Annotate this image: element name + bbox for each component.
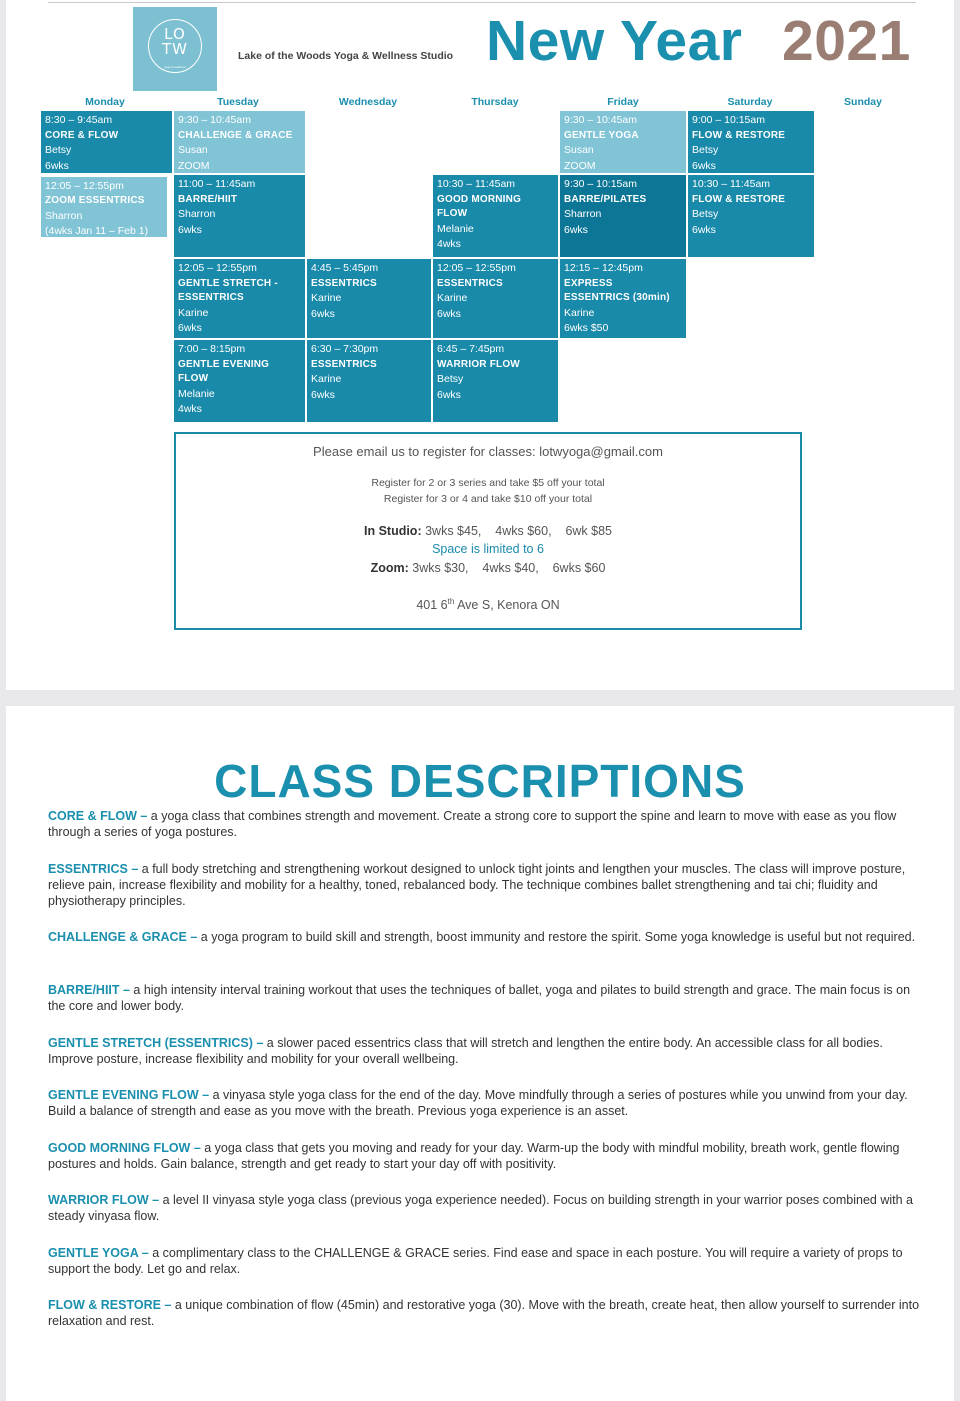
class-teacher: Karine — [564, 306, 595, 319]
class-name: ESSENTRICS — [311, 358, 377, 370]
class-teacher: Karine — [178, 306, 209, 319]
class-duration: 6wks — [692, 159, 716, 172]
class-duration: 6wks — [437, 388, 461, 401]
class-teacher: Betsy — [45, 144, 72, 156]
description-text: a complimentary class to the CHALLENGE & GRACE series. Find ease and space in each posture. You will require a variety of props to support the body. Let go and relax. — [48, 1246, 903, 1276]
class-card-tuesday-gentle-stretch — [173, 258, 306, 339]
class-time: 9:30 – 10:15am — [564, 178, 637, 190]
class-card-thursday-essentrics — [432, 258, 559, 339]
class-card-friday-barre-pilates — [559, 174, 687, 258]
zoom-prices-line — [176, 561, 800, 575]
studio-address — [176, 597, 800, 612]
class-duration: 6wks — [437, 307, 461, 320]
class-name: CORE & FLOW — [45, 129, 119, 141]
description-name: GENTLE STRETCH (ESSENTRICS) – — [48, 1036, 264, 1050]
class-teacher: Susan — [564, 144, 594, 156]
class-name-line2: ESSENTRICS — [178, 292, 244, 303]
class-teacher: Melanie — [178, 387, 215, 400]
class-name: EXPRESS — [564, 277, 613, 289]
class-card-wednesday-essentrics-2 — [306, 339, 432, 423]
class-card-friday-gentle-yoga — [559, 110, 687, 174]
class-teacher: Karine — [437, 292, 468, 304]
description-warrior-flow — [48, 1192, 920, 1224]
studio-prices-line — [176, 524, 800, 538]
zoom-prices: 3wks $30, 4wks $40, 6wks $60 — [412, 561, 606, 575]
class-duration: 6wks — [311, 388, 335, 401]
description-name: CHALLENGE & GRACE – — [48, 930, 198, 944]
day-header-wednesday: Wednesday — [338, 96, 398, 108]
class-time: 7:00 – 8:15pm — [178, 343, 246, 355]
class-name: CHALLENGE & GRACE — [178, 129, 293, 141]
class-card-tuesday-challenge-grace — [173, 110, 306, 174]
class-time: 6:30 – 7:30pm — [311, 343, 379, 355]
class-time: 4:45 – 5:45pm — [311, 262, 379, 274]
zoom-prices-label: Zoom: — [370, 561, 409, 575]
class-time: 12:05 – 12:55pm — [178, 262, 257, 274]
class-name: ZOOM ESSENTRICS — [45, 195, 145, 206]
class-duration: 6wks — [311, 307, 335, 320]
description-name: GOOD MORNING FLOW – — [48, 1141, 201, 1155]
description-name: CORE & FLOW – — [48, 809, 148, 823]
class-name-line2: ESSENTRICS (30min) — [564, 292, 670, 303]
class-teacher: Sharron — [45, 209, 83, 222]
class-card-tuesday-barre-hiit — [173, 174, 306, 258]
studio-prices-label: In Studio: — [363, 524, 422, 538]
description-name: BARRE/HIIT – — [48, 983, 130, 997]
description-gentle-evening-flow — [48, 1087, 920, 1119]
studio-prices: 3wks $45, 4wks $60, 6wk $85 — [425, 524, 612, 538]
register-email-line: Please email us to register for classes: lotwyoga@gmail.com — [313, 444, 663, 459]
class-card-tuesday-gentle-evening-flow — [173, 339, 306, 423]
description-text: a yoga class that combines strength and movement. Create a strong core to support the spine and learn to move with ease as you flow through a series of yoga postures. — [48, 809, 897, 839]
class-time: 12:05 – 12:55pm — [45, 180, 124, 192]
class-duration: 6wks $50 — [564, 322, 609, 334]
description-name: GENTLE YOGA – — [48, 1246, 149, 1260]
class-duration: ZOOM — [178, 159, 210, 172]
class-time: 9:30 – 10:45am — [564, 114, 637, 126]
class-teacher: Susan — [178, 144, 208, 156]
description-text: a vinyasa style yoga class for the end of the day. Move mindfully through a series of postures while you unwind from your day. Build a balance of strength and ease as you move with the breath. Previous yoga experience is an asset. — [48, 1088, 908, 1118]
address-superscript: th — [447, 597, 455, 606]
description-text: a high intensity interval training workout that uses the techniques of ballet, yoga and pilates to build strength and grace. The main focus is on the core and lower body. — [48, 983, 911, 1013]
class-teacher: Karine — [311, 373, 342, 385]
page-title-year: 2021 — [782, 9, 911, 73]
class-time: 12:05 – 12:55pm — [437, 262, 516, 274]
class-name: GENTLE YOGA — [564, 129, 639, 141]
class-name-line2: FLOW — [437, 208, 468, 219]
class-card-thursday-warrior-flow — [432, 339, 559, 423]
class-name: ESSENTRICS — [311, 277, 377, 289]
class-card-saturday-flow-restore-2 — [687, 174, 815, 258]
day-header-friday: Friday — [607, 96, 639, 108]
class-name: GOOD MORNING — [437, 193, 522, 205]
page-title: New Year — [486, 9, 743, 73]
day-header-monday: Monday — [85, 96, 125, 108]
day-header-saturday: Saturday — [727, 96, 773, 108]
class-name: BARRE/HIIT — [178, 193, 238, 205]
class-time: 12:15 – 12:45pm — [564, 262, 643, 274]
studio-logo — [133, 7, 217, 91]
class-name: ESSENTRICS — [437, 277, 503, 289]
description-text: a level II vinyasa style yoga class (previous yoga experience needed). Focus on building strength in your warrior poses combined with a steady vinyasa flow. — [48, 1193, 913, 1223]
class-name: GENTLE EVENING FLOW — [178, 358, 270, 384]
schedule-page — [6, 0, 954, 690]
description-core-flow — [48, 808, 920, 840]
class-time: 9:00 – 10:15am — [692, 114, 765, 126]
address-part-2: Ave S, Kenora ON — [454, 598, 560, 613]
logo-text: LO TW — [162, 25, 188, 58]
class-card-wednesday-essentrics-1 — [306, 258, 432, 339]
description-text: a unique combination of flow (45min) and restorative yoga (30). Move with the breath, create heat, then allow yourself to surrender into relaxation and rest. — [48, 1298, 920, 1328]
class-time: 9:30 – 10:45am — [178, 114, 251, 126]
class-card-monday-core-flow — [40, 110, 173, 174]
discount-line-1: Register for 2 or 3 series and take $5 off your total — [371, 477, 605, 489]
description-text: a slower paced essentrics class that will stretch and lengthen the entire body. An accessible class for all bodies. Improve posture, increase flexibility and mobility for your overall wellbeing. — [48, 1036, 883, 1066]
class-duration: 4wks — [178, 403, 202, 415]
class-duration: (4wks Jan 11 – Feb 1) — [45, 224, 149, 237]
class-time: 6:45 – 7:45pm — [437, 343, 505, 355]
description-good-morning-flow — [48, 1140, 920, 1172]
description-name: WARRIOR FLOW – — [48, 1193, 160, 1207]
address-part-1: 401 6 — [416, 598, 448, 613]
description-text: a yoga class that gets you moving and ready for your day. Warm-up the body with mindful mobility, breath work, gentle flowing postures and holds. Gain balance, strength and get ready to start your day off with positivity. — [48, 1141, 900, 1171]
class-time: 10:30 – 11:45am — [437, 178, 516, 190]
class-teacher: Betsy — [437, 373, 464, 385]
day-header-thursday: Thursday — [471, 96, 519, 108]
class-teacher: Karine — [311, 292, 342, 304]
class-teacher: Betsy — [692, 144, 719, 156]
registration-info-box — [174, 432, 802, 630]
class-duration: ZOOM — [564, 159, 596, 172]
class-card-saturday-flow-restore-1 — [687, 110, 815, 174]
class-duration: 4wks — [437, 238, 461, 250]
day-header-tuesday: Tuesday — [217, 96, 259, 108]
class-duration: 6wks — [178, 223, 202, 236]
description-text: a full body stretching and strengthening workout designed to unlock tight joints and lengthen your muscles. The class will improve posture, relieve pain, increase flexibility and mobility for a healthy, toned, rebalanced body. The technique combines ballet strengthening and tai chi; fluidity and physiotherapy principles. — [48, 862, 906, 908]
class-name: WARRIOR FLOW — [437, 358, 520, 370]
class-teacher: Sharron — [564, 208, 602, 220]
top-divider — [48, 2, 916, 3]
description-barre-hiit — [48, 982, 920, 1014]
class-duration: 6wks — [45, 159, 69, 172]
class-card-monday-zoom-essentrics — [40, 176, 168, 238]
class-time: 11:00 – 11:45am — [178, 178, 256, 190]
description-gentle-yoga — [48, 1245, 920, 1277]
description-name: ESSENTRICS – — [48, 862, 139, 876]
description-essentrics — [48, 861, 920, 909]
class-duration: 6wks — [692, 223, 716, 236]
class-time: 8:30 – 9:45am — [45, 114, 113, 126]
class-card-thursday-good-morning-flow — [432, 174, 559, 258]
logo-subtext: yoga & wellness — [164, 65, 186, 69]
discount-line-2: Register for 3 or 4 and take $10 off your total — [383, 493, 593, 505]
studio-name: Lake of the Woods Yoga & Wellness Studio — [238, 50, 454, 62]
description-flow-restore — [48, 1297, 920, 1329]
class-name: FLOW & RESTORE — [692, 129, 786, 141]
description-name: GENTLE EVENING FLOW – — [48, 1088, 210, 1102]
class-teacher: Sharron — [178, 208, 216, 220]
class-card-friday-express-essentrics — [559, 258, 687, 339]
description-challenge-grace — [48, 929, 920, 945]
class-teacher: Melanie — [437, 222, 474, 235]
descriptions-title: CLASS DESCRIPTIONS — [214, 755, 746, 807]
description-name: FLOW & RESTORE – — [48, 1298, 172, 1312]
space-limit-note: Space is limited to 6 — [432, 542, 544, 556]
description-gentle-stretch — [48, 1035, 920, 1067]
class-name: BARRE/PILATES — [564, 193, 647, 205]
day-header-sunday: Sunday — [844, 96, 882, 108]
descriptions-page — [6, 706, 954, 1401]
class-name: GENTLE STRETCH - — [178, 277, 278, 289]
class-duration: 6wks — [178, 322, 202, 334]
class-teacher: Betsy — [692, 208, 719, 220]
class-name: FLOW & RESTORE — [692, 193, 786, 205]
description-text: a yoga program to build skill and strength, boost immunity and restore the spirit. Some yoga knowledge is useful but not required. — [197, 930, 916, 944]
class-duration: 6wks — [564, 223, 588, 236]
class-time: 10:30 – 11:45am — [692, 178, 771, 190]
